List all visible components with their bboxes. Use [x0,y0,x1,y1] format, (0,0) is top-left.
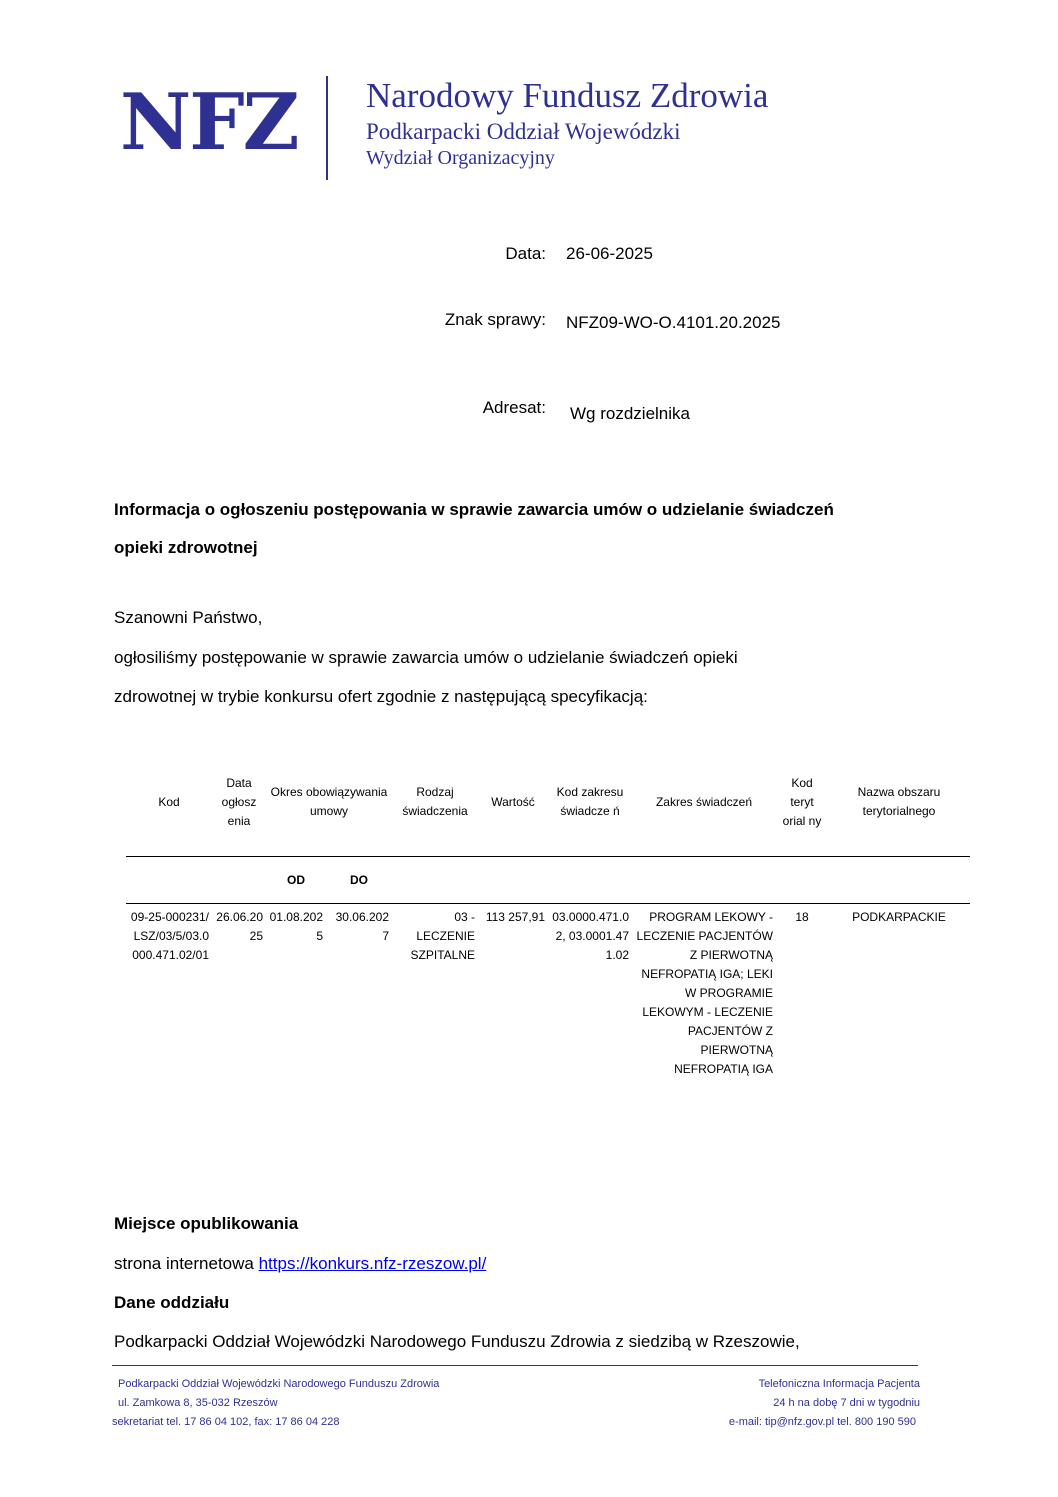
footer-right-3: e-mail: tip@nfz.gov.pl tel. 800 190 590 [728,1416,916,1428]
branch-info-heading: Dane oddziału [114,1293,230,1312]
cell-rodzaj: 03 - LECZENIE SZPITALNE [410,910,475,962]
header-kod: Kod [126,748,212,857]
footer-left-2: ul. Zamkowa 8, 35-032 Rzeszów [118,1397,278,1409]
date-label: Data: [505,244,546,263]
case-number-value: NFZ09-WO-O.4101.20.2025 [566,313,781,332]
body-line-1: ogłosiliśmy postępowanie w sprawie zawarcia umów o udzielanie świadczeń opieki [114,648,738,667]
header-okres: Okres obowiązywania umowy [266,748,392,857]
subheader-do: DO [326,857,392,904]
publication-link[interactable]: https://konkurs.nfz-rzeszow.pl/ [258,1254,487,1273]
table-subheader-row [126,857,970,904]
org-name: Narodowy Fundusz Zdrowia [366,76,769,115]
header-zakres: Zakres świadczeń [632,748,776,857]
addressee-value: Wg rozdzielnika [570,404,690,423]
case-number-label: Znak sprawy: [444,310,546,329]
cell-data-ogloszenia: 26.06.2025 [216,910,263,943]
header-kod-teryt: Kod teryt orial ny [776,748,828,857]
cell-od: 01.08.2025 [269,910,323,943]
table-row [126,904,970,1084]
greeting: Szanowni Państwo, [114,608,263,627]
subheader-od: OD [266,857,326,904]
publication-prefix: strona internetowa [114,1254,259,1273]
subject-line-1: Informacja o ogłoszeniu postępowania w sprawie zawarcia umów o udzielanie świadczeń [114,500,834,519]
header-nazwa-obszaru: Nazwa obszaru terytorialnego [828,748,970,857]
addressee-label: Adresat: [482,398,546,417]
publication-heading: Miejsce opublikowania [114,1214,299,1233]
footer-right-1: Telefoniczna Informacja Pacjenta [758,1378,920,1390]
specification-table [126,748,970,1083]
footer-right-2: 24 h na dobę 7 dni w tygodniu [773,1397,920,1409]
footer-left-1: Podkarpacki Oddział Wojewódzki Narodowego Funduszu Zdrowia [118,1378,440,1390]
subject-line-2: opieki zdrowotnej [114,538,258,557]
header-wartosc: Wartość [478,748,548,857]
footer-left-3: sekretariat tel. 17 86 04 102, fax: 17 86 04 228 [112,1416,340,1428]
header-rodzaj: Rodzaj świadczenia [392,748,478,857]
date-value: 26-06-2025 [566,244,653,263]
table-header-row [126,748,970,857]
cell-kod: 09-25-000231/LSZ/03/5/03.0000.471.02/01 [130,910,209,962]
cell-wartosc: 113 257,91 [485,910,545,924]
branch-info-text: Podkarpacki Oddział Wojewódzki Narodowego Funduszu Zdrowia z siedzibą w Rzeszowie, [114,1332,800,1351]
cell-kod-zakresu: 03.0000.471.02, 03.0001.471.02 [552,910,629,962]
header-divider [326,76,328,180]
cell-kod-teryt: 18 [795,910,809,924]
cell-do: 30.06.2027 [335,910,389,943]
header-data-ogloszenia: Data ogłosz enia [212,748,266,857]
cell-nazwa-obszaru: PODKARPACKIE [852,910,946,924]
publication-line [114,1254,486,1274]
nfz-logo: NFZ [120,77,298,168]
cell-zakres: PROGRAM LEKOWY - LECZENIE PACJENTÓW Z PIERWOTNĄ NEFROPATIĄ IGA; LEKI W PROGRAMIE LEKOWYM - LECZENIE PACJENTÓW Z PIERWOTNĄ NEFROPATIĄ IGA [636,910,773,1076]
department-name: Wydział Organizacyjny [366,147,555,169]
branch-name: Podkarpacki Oddział Wojewódzki [366,119,681,144]
body-line-2: zdrowotnej w trybie konkursu ofert zgodnie z następującą specyfikacją: [114,687,648,706]
footer-divider [112,1365,918,1366]
header-kod-zakresu: Kod zakresu świadcze ń [548,748,632,857]
